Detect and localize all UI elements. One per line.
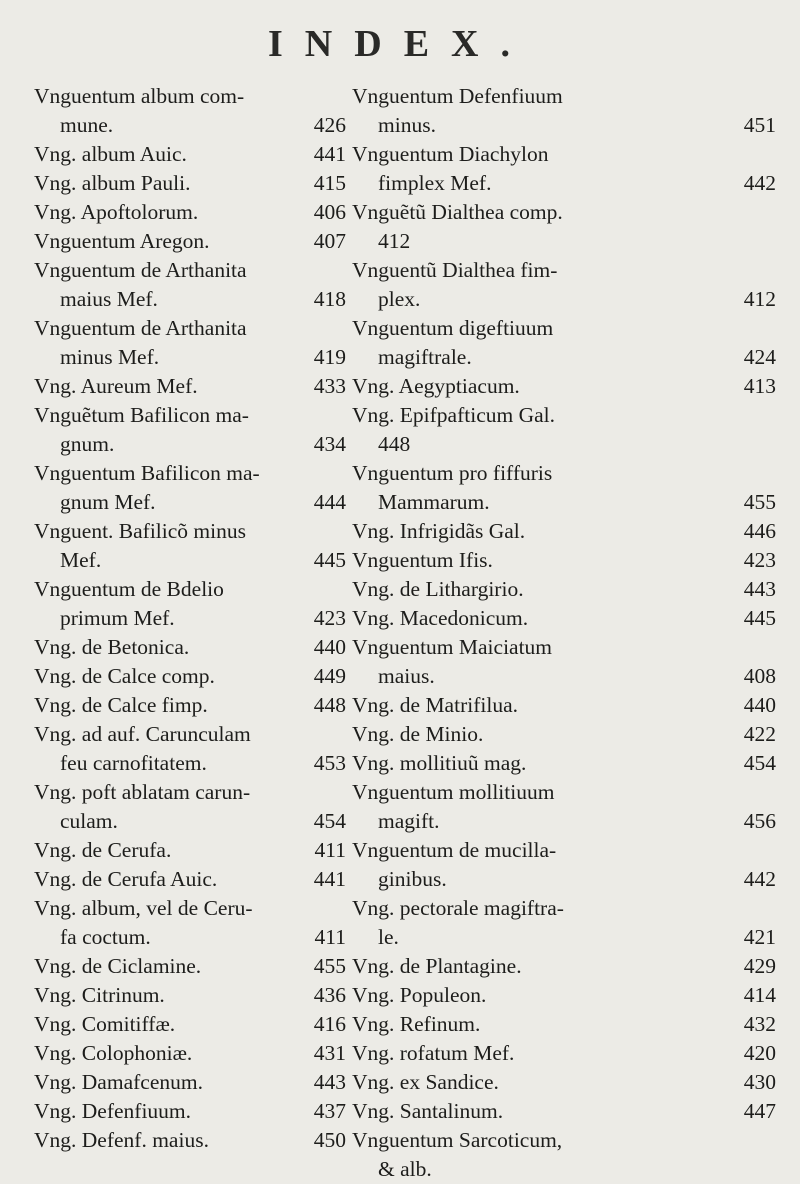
- entry-text-line: Vng. Apoftolorum.: [34, 200, 199, 224]
- entry-text-line: Vng. Citrinum.: [34, 983, 165, 1007]
- page-number: 437: [313, 1099, 346, 1123]
- entry-text-line: Vng. de Plantagine.: [352, 954, 522, 978]
- entry-text-line: Vng. de Ciclamine.: [34, 954, 202, 978]
- entry-text-line: Vnguentum de Bdelio: [34, 577, 224, 601]
- entry-text-line: Vnguent. Bafilicõ minus: [34, 519, 246, 543]
- entry-text-line: Vnguentum mollitiuum: [352, 780, 555, 804]
- entry-text-line: Vng. Aegyptiacum.: [352, 374, 520, 398]
- index-entry: [34, 227, 346, 256]
- entry-text-line: 412: [378, 229, 411, 253]
- index-entry: [352, 633, 776, 691]
- index-entry: [352, 198, 776, 256]
- index-entry: [34, 633, 346, 662]
- page-number: 441: [313, 142, 346, 166]
- page-number: 446: [743, 519, 776, 543]
- index-entry: [352, 749, 776, 778]
- index-entry: [34, 575, 346, 633]
- page-number: 422: [743, 722, 776, 746]
- entry-text-line: primum Mef.: [60, 606, 175, 630]
- entry-text-line: Vnguẽtum Bafilicon ma-: [34, 403, 249, 427]
- entry-text-line: Vng. Comitiffæ.: [34, 1012, 176, 1036]
- page-number: 440: [313, 635, 346, 659]
- page-number: 407: [313, 229, 346, 253]
- index-entry: [34, 720, 346, 778]
- page-number: 455: [313, 954, 346, 978]
- entry-text-line: Vnguentum de Arthanita: [34, 258, 247, 282]
- index-column-right: [352, 82, 776, 1184]
- index-entry: [352, 1068, 776, 1097]
- page-number: 441: [313, 867, 346, 891]
- index-entry: [352, 778, 776, 836]
- index-entry: [352, 691, 776, 720]
- index-entry: [34, 314, 346, 372]
- entry-text-line: Vng. Infrigidãs Gal.: [352, 519, 526, 543]
- page-number: 423: [313, 606, 346, 630]
- entry-text-line: Vnguentum de Arthanita: [34, 316, 247, 340]
- entry-text-line: Vnguentum album com-: [34, 84, 245, 108]
- page-number: 411: [314, 925, 346, 949]
- index-entry: [352, 981, 776, 1010]
- index-entry: [352, 894, 776, 952]
- entry-text-line: Vng. Populeon.: [352, 983, 487, 1007]
- page-number: 432: [743, 1012, 776, 1036]
- entry-text-line: Vng. de Cerufa Auic.: [34, 867, 218, 891]
- entry-text-line: Vnguentum Ifis.: [352, 548, 493, 572]
- entry-text-line: magift.: [378, 809, 440, 833]
- index-column-left: [34, 82, 346, 1155]
- entry-text-line: fimplex Mef.: [378, 171, 492, 195]
- index-entry: [352, 720, 776, 749]
- entry-text-line: Vnguentum Bafilicon ma-: [34, 461, 260, 485]
- index-entry: [34, 198, 346, 227]
- index-entry: [34, 981, 346, 1010]
- entry-text-line: Vng. ad auf. Carunculam: [34, 722, 251, 746]
- entry-text-line: Vng. Damafcenum.: [34, 1070, 203, 1094]
- entry-text-line: maius Mef.: [60, 287, 158, 311]
- index-entry: [352, 1010, 776, 1039]
- entry-text-line: Vng. de Calce fimp.: [34, 693, 208, 717]
- entry-text-line: Vng. pectorale magiftra-: [352, 896, 564, 920]
- index-entry: [34, 459, 346, 517]
- page-number: 419: [313, 345, 346, 369]
- entry-text-line: Vng. Epifpafticum Gal.: [352, 403, 556, 427]
- entry-text-line: Vnguentum Maiciatum: [352, 635, 553, 659]
- entry-text-line: Vng. de Matrifilua.: [352, 693, 518, 717]
- page-number: 426: [313, 113, 346, 137]
- index-entry: [34, 865, 346, 894]
- index-entry: [34, 169, 346, 198]
- index-entry: [352, 372, 776, 401]
- index-entry: [34, 401, 346, 459]
- page-number: 421: [743, 925, 776, 949]
- page-number: 423: [743, 548, 776, 572]
- page-title: INDEX.: [268, 23, 532, 65]
- entry-text-line: Vng. album, vel de Ceru-: [34, 896, 253, 920]
- page-number: 445: [743, 606, 776, 630]
- entry-text-line: Vng. album Pauli.: [34, 171, 191, 195]
- page-number: 406: [313, 200, 346, 224]
- page-number: 433: [313, 374, 346, 398]
- index-entry: [34, 662, 346, 691]
- page-number: 449: [313, 664, 346, 688]
- page-number: 411: [314, 838, 346, 862]
- entry-text-line: magiftrale.: [378, 345, 472, 369]
- entry-text-line: Vnguentum digeftiuum: [352, 316, 554, 340]
- index-entry: [352, 952, 776, 981]
- page-number: 456: [743, 809, 776, 833]
- page-number: 416: [313, 1012, 346, 1036]
- entry-text-line: Vng. ex Sandice.: [352, 1070, 499, 1094]
- entry-text-line: Mef.: [60, 548, 102, 572]
- page-number: 455: [743, 490, 776, 514]
- index-entry: [352, 256, 776, 314]
- entry-text-line: Vng. Defenf. maius.: [34, 1128, 209, 1152]
- index-entry: [352, 401, 776, 459]
- index-entry: [352, 314, 776, 372]
- entry-text-line: Vng. poft ablatam carun-: [34, 780, 251, 804]
- page-number: 429: [743, 954, 776, 978]
- page-number: 453: [313, 751, 346, 775]
- index-entry: [34, 952, 346, 981]
- entry-text-line: Vnguentũ Dialthea fim-: [352, 258, 558, 282]
- page-number: 447: [743, 1099, 776, 1123]
- entry-text-line: Vng. rofatum Mef.: [352, 1041, 515, 1065]
- index-entry: [352, 1126, 776, 1184]
- index-entry: [34, 372, 346, 401]
- entry-text-line: le.: [378, 925, 399, 949]
- page-number: 454: [313, 809, 346, 833]
- page-number: 434: [313, 432, 346, 456]
- entry-text-line: maius.: [378, 664, 435, 688]
- page-number: 414: [743, 983, 776, 1007]
- page-number: 442: [743, 171, 776, 195]
- index-entry: [352, 836, 776, 894]
- page-number: 424: [743, 345, 776, 369]
- entry-text-line: Vng. de Calce comp.: [34, 664, 215, 688]
- page-number: 443: [743, 577, 776, 601]
- entry-text-line: Vng. de Betonica.: [34, 635, 190, 659]
- index-entry: [34, 778, 346, 836]
- entry-text-line: Vnguentum Diachylon: [352, 142, 549, 166]
- page-number: 418: [313, 287, 346, 311]
- entry-text-line: gnum.: [60, 432, 115, 456]
- page-number: 436: [313, 983, 346, 1007]
- index-entry: [34, 517, 346, 575]
- page-number: 450: [313, 1128, 346, 1152]
- entry-text-line: minus Mef.: [60, 345, 160, 369]
- page-number: 420: [743, 1041, 776, 1065]
- page-number: 442: [743, 867, 776, 891]
- entry-text-line: Vnguentum de mucilla-: [352, 838, 557, 862]
- index-entry: [34, 256, 346, 314]
- index-entry: [352, 1097, 776, 1126]
- entry-text-line: Vng. de Cerufa.: [34, 838, 172, 862]
- page-number: 440: [743, 693, 776, 717]
- index-entry: [352, 546, 776, 575]
- entry-text-line: Vng. mollitiuũ mag.: [352, 751, 527, 775]
- entry-text-line: fa coctum.: [60, 925, 151, 949]
- entry-text-line: minus.: [378, 113, 436, 137]
- index-entry: [34, 1126, 346, 1155]
- entry-text-line: Vng. Defenfiuum.: [34, 1099, 192, 1123]
- index-entry: [34, 836, 346, 865]
- page-number: 443: [313, 1070, 346, 1094]
- entry-text-line: 448: [378, 432, 411, 456]
- entry-text-line: feu carnofitatem.: [60, 751, 207, 775]
- index-entry: [34, 82, 346, 140]
- entry-text-line: Vng. Macedonicum.: [352, 606, 529, 630]
- entry-text-line: Vnguentum Defenfiuum: [352, 84, 563, 108]
- page-number: 413: [743, 374, 776, 398]
- index-entry: [352, 1039, 776, 1068]
- page-number: 444: [313, 490, 346, 514]
- page-number: 454: [743, 751, 776, 775]
- page-number: 451: [743, 113, 776, 137]
- index-entry: [34, 1097, 346, 1126]
- index-entry: [352, 604, 776, 633]
- entry-text-line: & alb.: [378, 1157, 432, 1181]
- entry-text-line: plex.: [378, 287, 421, 311]
- entry-text-line: Mammarum.: [378, 490, 490, 514]
- entry-text-line: culam.: [60, 809, 118, 833]
- page-number: 448: [313, 693, 346, 717]
- index-entry: [34, 1068, 346, 1097]
- entry-text-line: Vng. Aureum Mef.: [34, 374, 198, 398]
- entry-text-line: Vng. de Lithargirio.: [352, 577, 524, 601]
- entry-text-line: Vnguentum pro fiffuris: [352, 461, 553, 485]
- index-entry: [34, 1010, 346, 1039]
- page-number: 412: [743, 287, 776, 311]
- entry-text-line: ginibus.: [378, 867, 447, 891]
- entry-text-line: Vng. de Minio.: [352, 722, 484, 746]
- index-entry: [352, 517, 776, 546]
- page-number: 445: [313, 548, 346, 572]
- page-number: 408: [743, 664, 776, 688]
- page-number: 431: [313, 1041, 346, 1065]
- index-entry: [34, 691, 346, 720]
- entry-text-line: Vng. album Auic.: [34, 142, 187, 166]
- entry-text-line: Vnguentum Sarcoticum,: [352, 1128, 563, 1152]
- entry-text-line: Vnguentum Aregon.: [34, 229, 210, 253]
- entry-text-line: Vng. Colophoniæ.: [34, 1041, 193, 1065]
- page-number: 430: [743, 1070, 776, 1094]
- entry-text-line: gnum Mef.: [60, 490, 156, 514]
- index-entry: [352, 575, 776, 604]
- entry-text-line: Vng. Santalinum.: [352, 1099, 504, 1123]
- page-number: 415: [313, 171, 346, 195]
- entry-text-line: Vng. Refinum.: [352, 1012, 481, 1036]
- index-entry: [34, 140, 346, 169]
- entry-text-line: mune.: [60, 113, 114, 137]
- entry-text-line: Vnguẽtũ Dialthea comp.: [352, 200, 563, 224]
- index-entry: [34, 894, 346, 952]
- index-entry: [352, 140, 776, 198]
- index-entry: [352, 82, 776, 140]
- index-entry: [34, 1039, 346, 1068]
- index-entry: [352, 459, 776, 517]
